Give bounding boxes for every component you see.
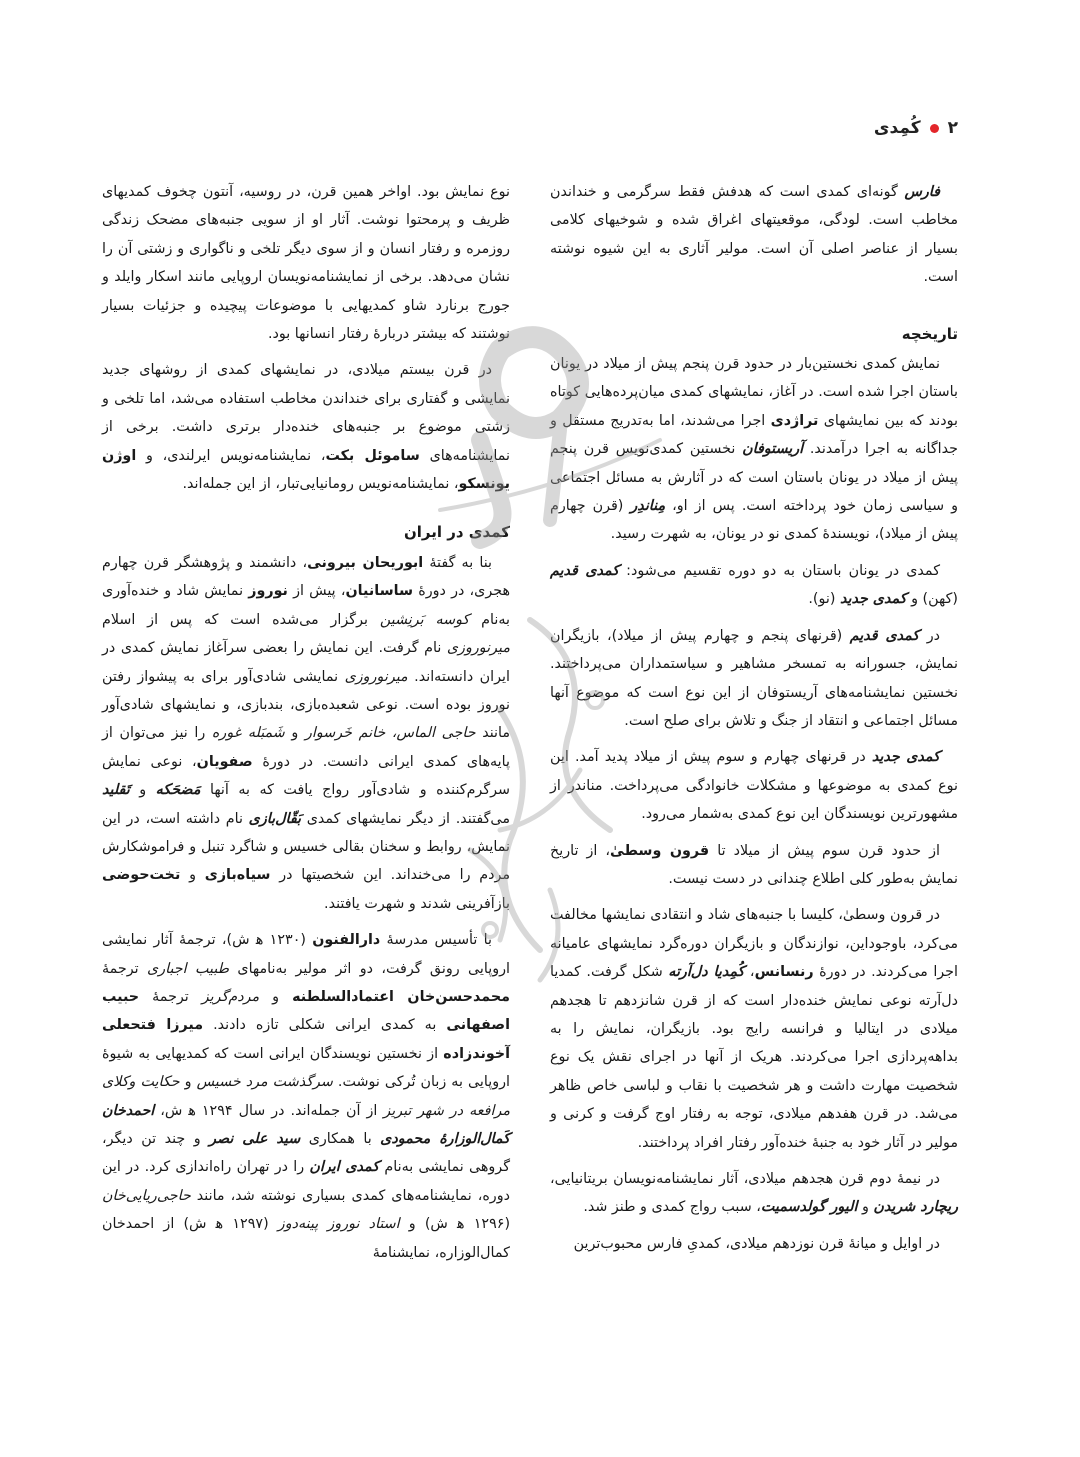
running-header [874,118,958,138]
paragraph-farce: فارس گونه‌ای کمدی است که هدفش فقط سرگرمی و خنداندن مخاطب است. لودگی، موقعیتهای اغراق شده و شوخیهای کلامی بسیار از عناصر اصلی آن است. مولیر آثاری به این شیوه نوشته است. [550,184,958,286]
paragraph-chekhov: نوع نمایش بود. اواخر همین قرن، در روسیه، آنتون چخوف کمدیهای ظریف و پرمحتوا نوشت. آثار او از سویی جنبه‌های مضحک زندگی روزمره و رفتار انسان و از سوی دیگر تلخی و ناگواری و زشتی آن را نشان می‌دهد. برخی از نمایشنامه‌نویسان اروپایی مانند اسکار وایلد و جورج برنارد شاو کمدیهایی با موضوعات پیچیده و جزئیات بسیار نوشتند که بیشتر دربارهٔ رفتار انسانها بود. [102,184,510,343]
paragraph-nineteenth-century: در اوایل و میانهٔ قرن نوزدهم میلادی، کمدیِ فارس محبوب‌ترین [573,1235,940,1252]
header-dot-icon [930,124,939,133]
paragraph-twentieth-century: در قرن بیستم میلادی، در نمایشهای کمدی از روشهای جدید نمایشی و گفتاری برای خنداندن مخاطب استفاده می‌شد، اما تلخی و زشتی موضوع بر جنبه‌های خنده‌دار برتری داشت. برخی از نمایشنامه‌های ساموئل بکت، نمایشنامه‌نویس ایرلندی، و اوژن یونسکو، نمایشنامه‌نویس رومانیایی‌تبار، از این جمله‌اند. [102,362,510,493]
page-number: ۲ [947,118,958,138]
paragraph-new-comedy: کمدی جدید در قرنهای چهارم و سوم پیش از میلاد پدید آمد. این نوع کمدی به موضوعها و مشکلات خانوادگی می‌پرداخت. مناندر از مشهورترین نویسندگان این نوع کمدی به‌شمار می‌رود. [550,749,958,823]
paragraph-darolfonun: با تأسیس مدرسهٔ دارالفنون (۱۲۳۰ ﻫ ش)، ترجمهٔ آثار نمایشی اروپایی رونق گرفت، دو اثر مولیر به‌نامهای طبیب اجباری ترجمهٔ محمدحسن‌خان اعتمادالسلطنه و مردم‌گریز ترجمهٔ حبیب اصفهانی به کمدی ایرانی شکلی تازه دادند. میرزا فتحعلی آخوندزاده از نخستین نویسندگان ایرانی است که کمدیهایی به شیوهٔ اروپایی به زبان تُرکی نوشت. سرگذشت مرد خسیس و حکایت وکلای مرافعه در شهر تبریز از آن جمله‌اند. در سال ۱۲۹۴ ﻫ ش، احمدخان کَمال‌الوزارهٔ محمودی با همکاری سید علی نصر و چند تن دیگر، گروهی نمایشی به‌نام کمدی ایران را در تهران راه‌اندازی کرد. در این دوره، نمایشنامه‌های کمدی بسیاری نوشته شد، مانند حاجی‌ریایی‌خان (۱۲۹۶ ﻫ ش) و استاد نوروز پینه‌دوز (۱۲۹۷ ﻫ ش) از احمدخان کمال‌الوزاره، نمایشنامهٔ [102,932,511,1261]
paragraph-eighteenth-century: در نیمهٔ دوم قرن هجدهم میلادی، آثار نمایشنامه‌نویسان بریتانیایی، ریچارد شریدن و الیور گولدسمیت، سبب رواج کمدی و طنز شد. [550,1171,958,1216]
running-title: کُمِدی [873,118,921,138]
paragraph-old-comedy: در کمدی قدیم (قرنهای پنجم و چهارم پیش از میلاد)، بازیگران نمایش، جسورانه به تمسخر مشاهیر و سیاستمداران می‌پرداختند. نخستین نمایشنامه‌های آریستوفان از این نوع است که موضوع آنها مسائل اجتماعی و انتقاد از جنگ و تلاش برای صلح است. [550,627,958,729]
right-column [550,178,958,1266]
heading-comedy-in-iran: کمدی در ایران [403,523,510,542]
paragraph-middle-ages: در قرون وسطیٰ، کلیسا با جنبه‌های شاد و انتقادی نمایشها مخالفت می‌کرد، باوجوداین، نوازندگان و بازیگران دوره‌گرد نمایشهای عامیانه اجرا می‌کردند. در دورهٔ رنسانس، کُمِدیا دل‌آرته شکل گرفت. کمدیا دل‌آرته نوعی نمایش خنده‌دار است که از قرن شانزدهم تا هجدهم میلادی در ایتالیا و فرانسه رایج بود. بازیگران، نمایش را به بداهه‌پردازی اجرا می‌کردند. هریک از آنها در اجرای نقش یک نوع شخصیت مهارت داشت و هر شخصیت با نقاب و لباسی خاص ظاهر می‌شد. در قرن هفدهم میلادی، توجه به رفتار اوج گرفت و کرنی و مولیر در آثار خود به جنبهٔ خنده‌آور رفتار افراد پرداختند. [550,907,958,1151]
paragraph-middle-ages-gap: از حدود قرن سوم پیش از میلاد تا قرون وسطیٰ، از تاریخ نمایش به‌طور کلی اطلاع چندانی در دست نیست. [550,842,958,887]
left-column [102,178,510,1275]
heading-history: تاریخچه [901,324,958,343]
paragraph-history-origin: نمایش کمدی نخستین‌بار در حدود قرن پنجم پیش از میلاد در یونان باستان اجرا شده است. در آغاز، نمایشهای کمدی میان‌پرده‌هایی کوتاه بودند که بین نمایشهای تراژدی اجرا می‌شدند، اما به‌تدریج مستقل و جداگانه به اجرا درآمدند. آریستوفان نخستین کمدی‌نویس قرن پنجم پیش از میلاد در یونان باستان است که در آثارش به مسائل اجتماعی و سیاسی زمان خود پرداخته است. پس از او، مِناندِر (قرن چهارم پیش از میلاد)، نویسندهٔ کمدی نو در یونان، به شهرت رسید. [550,356,958,543]
paragraph-iran-origins: بنا به گفتهٔ ابوریحان بیرونی، دانشمند و پژوهشگر قرن چهارم هجری، در دورهٔ ساسانیان، پیش از نوروز نمایش شاد و خنده‌آوری به‌نام کوسه بَرنِشین برگزار می‌شده است که پس از اسلام میرنوروزی نام گرفت. این نمایش را بعضی سرآغاز نمایش کمدی در ایران دانسته‌اند. میرنوروزی نمایشی شادی‌آور برای به پیشواز رفتن نوروز بوده است. نوعی شعبده‌بازی، بندبازی، و نمایشهای شادی‌آور مانند حاجی الماس، خانم خَرسوار و شَمبَله غوره را نیز می‌توان از پایه‌های کمدی ایرانی دانست. در دورهٔ صفویان، نوعی نمایش سرگرم‌کننده و شادی‌آور رواج یافت که به آنها مَضحَکه و تَقلید می‌گفتند. از دیگر نمایشهای کمدی بَقّال‌بازی نام داشته است، در این نمایش، روابط و سخنان بقالی خسیس و شاگرد تنبل و فراموشکارش مردم را می‌خنداند. این شخصیتها در سیاه‌بازی و تخت‌حوضی بازآفرینی شدند و شهرت یافتند. [102,554,511,912]
paragraph-two-periods: کمدی در یونان باستان به دو دوره تقسیم می‌شود: کمدی قدیم (کهن) و کمدی جدید (نو). [550,562,958,608]
